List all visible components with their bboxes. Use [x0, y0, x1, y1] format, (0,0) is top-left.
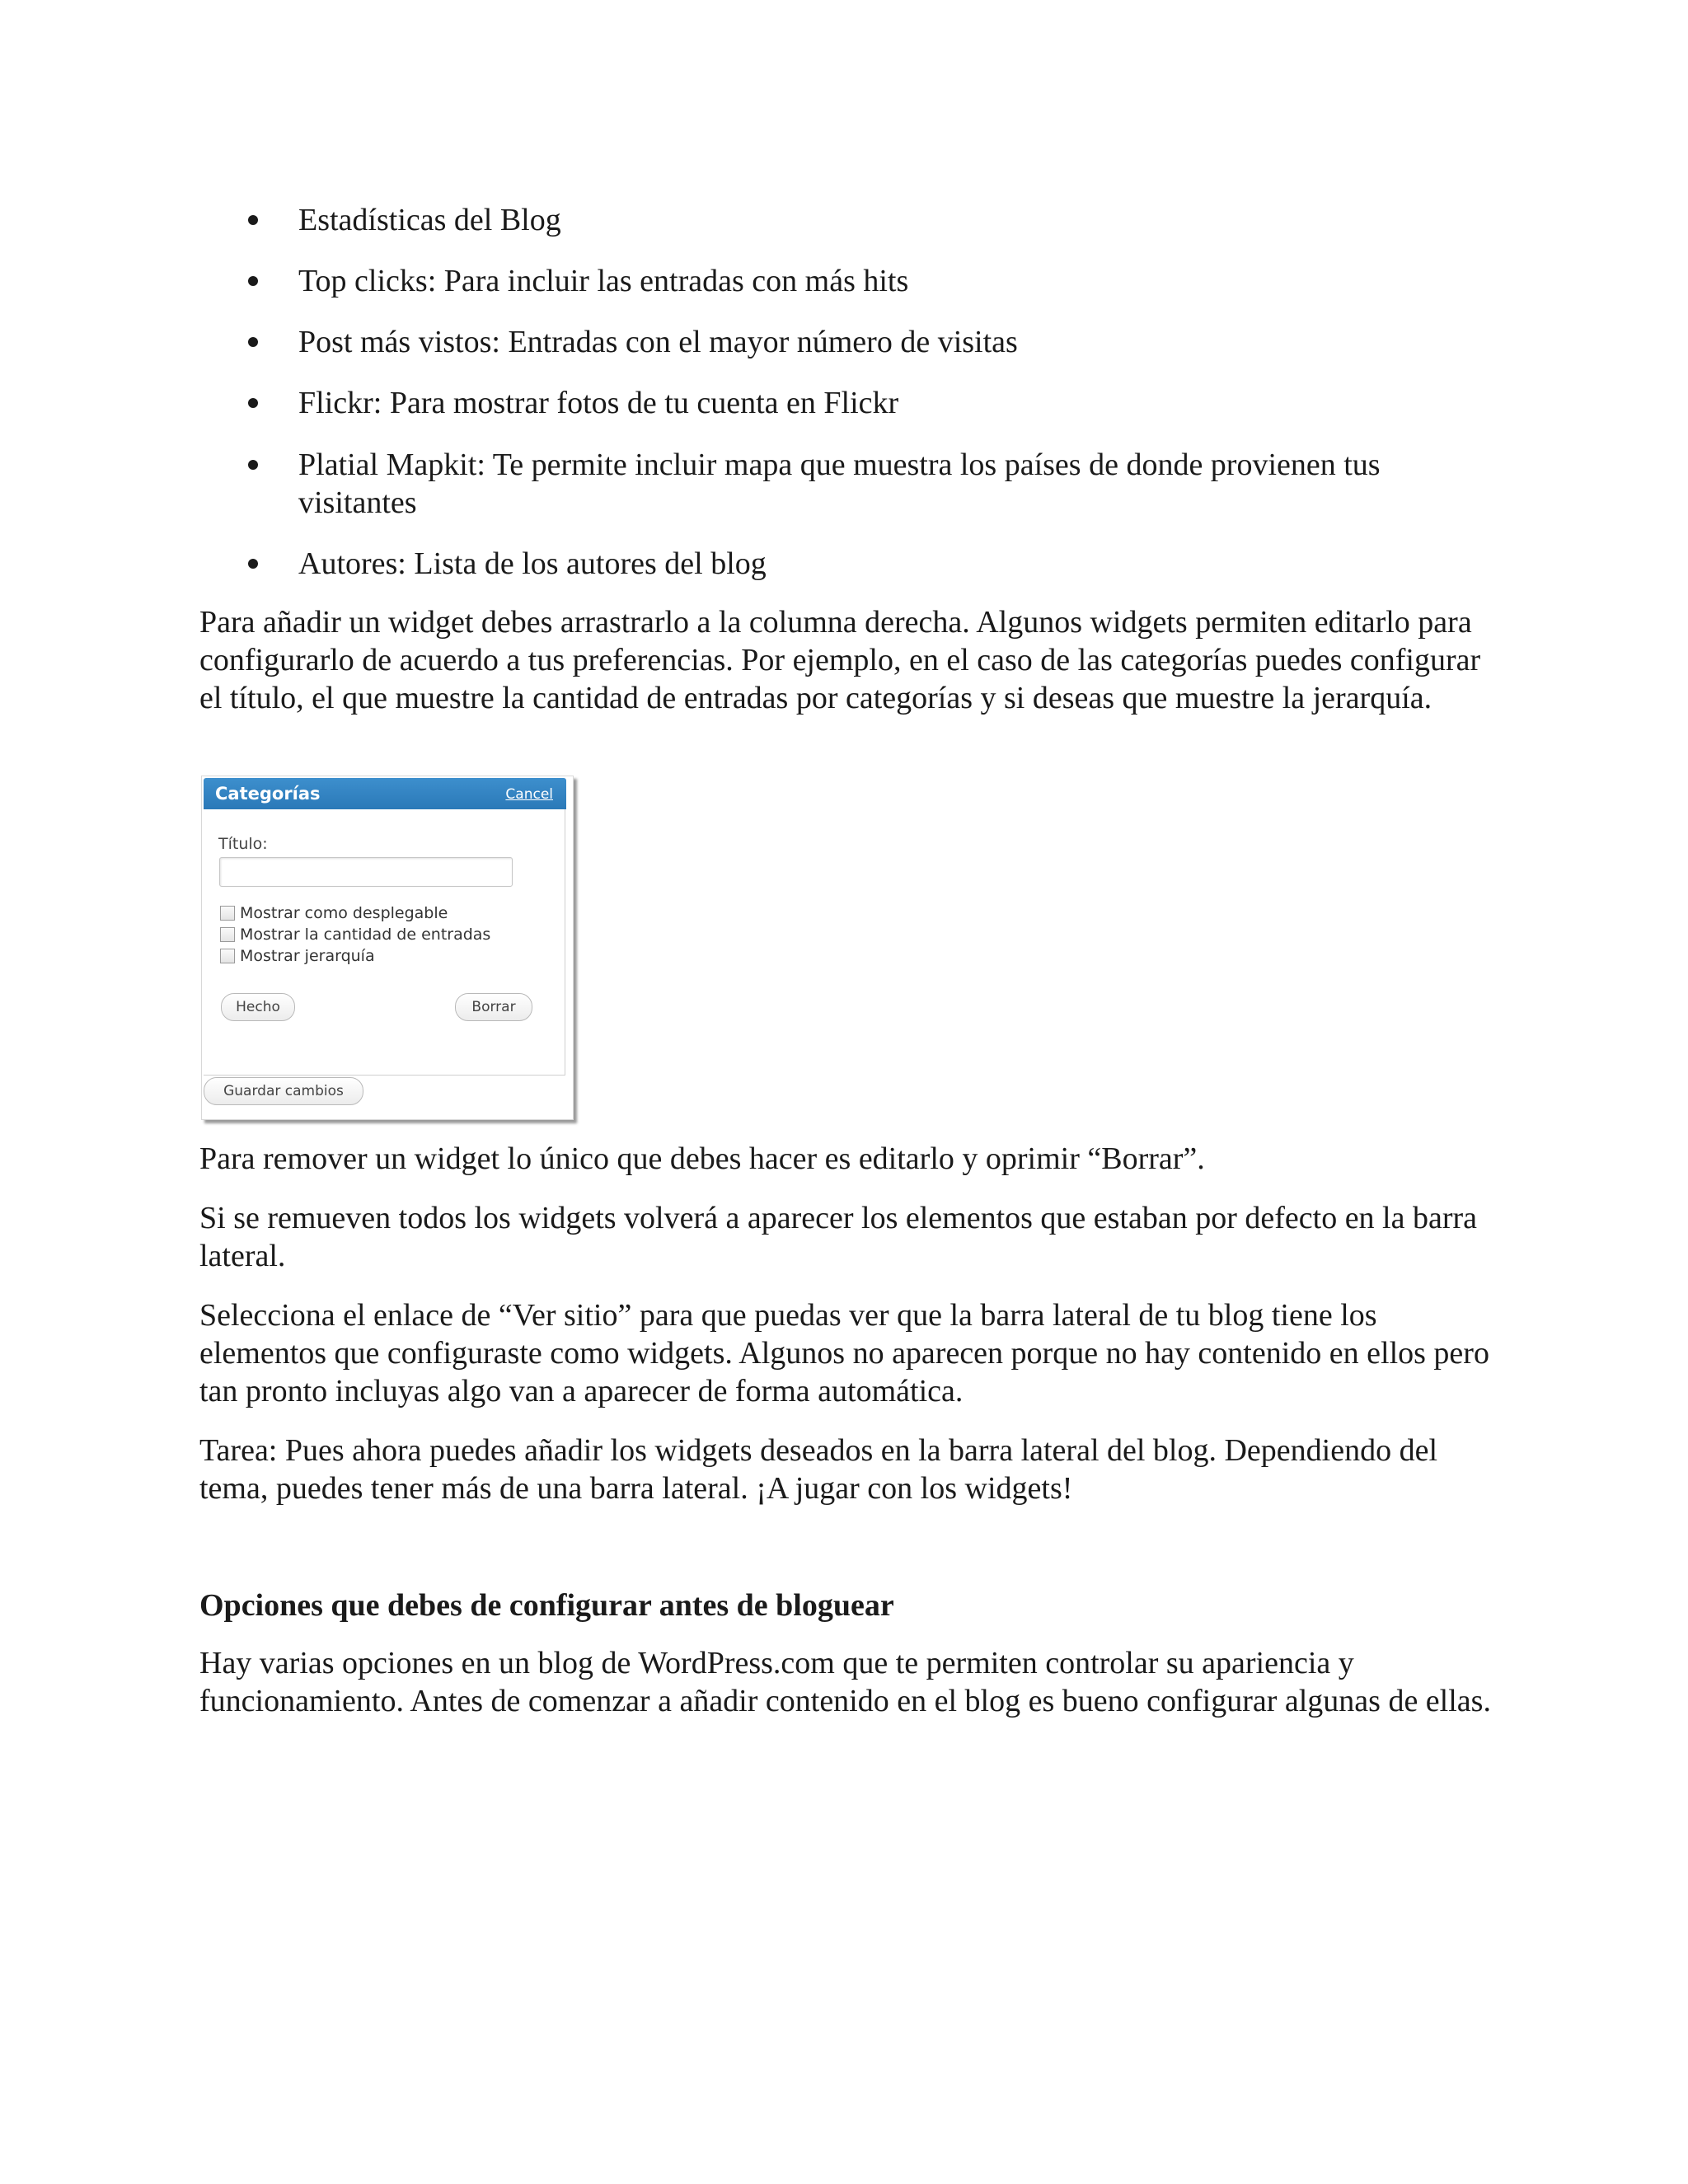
- list-item-text: Autores: Lista de los autores del blog: [298, 546, 767, 581]
- checkbox-icon[interactable]: [220, 949, 235, 963]
- categories-widget-screenshot: [201, 776, 574, 1120]
- bullet-icon: [248, 215, 258, 225]
- title-input[interactable]: [219, 857, 513, 887]
- list-item-text: Post más vistos: Entradas con el mayor número de visitas: [298, 325, 1018, 359]
- task-paragraph: Tarea: Pues ahora puedes añadir los widgets deseados en la barra lateral del blog. Dependiendo del tema, puedes tener más de una barra lateral. ¡A jugar con los widgets!: [199, 1433, 1438, 1506]
- remove-paragraph: Para remover un widget lo único que debes hacer es editarlo y oprimir “Borrar”.: [199, 1141, 1205, 1176]
- save-changes-button[interactable]: Guardar cambios: [204, 1077, 363, 1105]
- checkbox-icon[interactable]: [220, 927, 235, 942]
- checkbox-label: Mostrar jerarquía: [240, 947, 375, 965]
- intro-paragraph: Para añadir un widget debes arrastrarlo a la columna derecha. Algunos widgets permiten editarlo para configurarlo de acuerdo a tus preferencias. Por ejemplo, en el caso de las categorías puedes configurar el título, el que muestre la cantidad de entradas por categorías y si deseas que muestre la jerarquía.: [199, 605, 1481, 715]
- bullet-icon: [248, 559, 258, 569]
- bullet-icon: [248, 337, 258, 347]
- list-item-text: Platial Mapkit: Te permite incluir mapa que muestra los países de donde provienen tus visitantes: [298, 448, 1381, 520]
- list-item-text: Estadísticas del Blog: [298, 203, 561, 237]
- done-button[interactable]: Hecho: [221, 993, 295, 1021]
- checkbox-label: Mostrar como desplegable: [240, 904, 448, 922]
- bullet-icon: [248, 276, 258, 286]
- checkbox-label: Mostrar la cantidad de entradas: [240, 926, 491, 944]
- bullet-icon: [248, 460, 258, 470]
- delete-button[interactable]: Borrar: [455, 993, 532, 1021]
- list-item-text: Top clicks: Para incluir las entradas con más hits: [298, 264, 909, 298]
- widget-title: Categorías: [215, 784, 321, 804]
- title-field-label: Título:: [218, 835, 268, 853]
- view-site-paragraph: Selecciona el enlace de “Ver sitio” para que puedas ver que la barra lateral de tu blog tiene los elementos que configuraste como widgets. Algunos no aparecen porque no hay contenido en ellos pero tan pronto incluyas algo van a aparecer de forma automática.: [199, 1298, 1489, 1408]
- widget-titlebar: [204, 778, 566, 809]
- cancel-link[interactable]: Cancel: [505, 786, 553, 803]
- section-heading: Opciones que debes de configurar antes de bloguear: [199, 1588, 894, 1623]
- all-removed-paragraph: Si se remueven todos los widgets volverá a aparecer los elementos que estaban por defecto en la barra lateral.: [199, 1201, 1478, 1273]
- options-paragraph: Hay varias opciones en un blog de WordPress.com que te permiten controlar su apariencia y funcionamiento. Antes de comenzar a añadir contenido en el blog es bueno configurar algunas de ellas.: [199, 1646, 1491, 1718]
- list-item-text: Flickr: Para mostrar fotos de tu cuenta en Flickr: [298, 386, 899, 420]
- bullet-icon: [248, 398, 258, 408]
- checkbox-icon[interactable]: [220, 906, 235, 921]
